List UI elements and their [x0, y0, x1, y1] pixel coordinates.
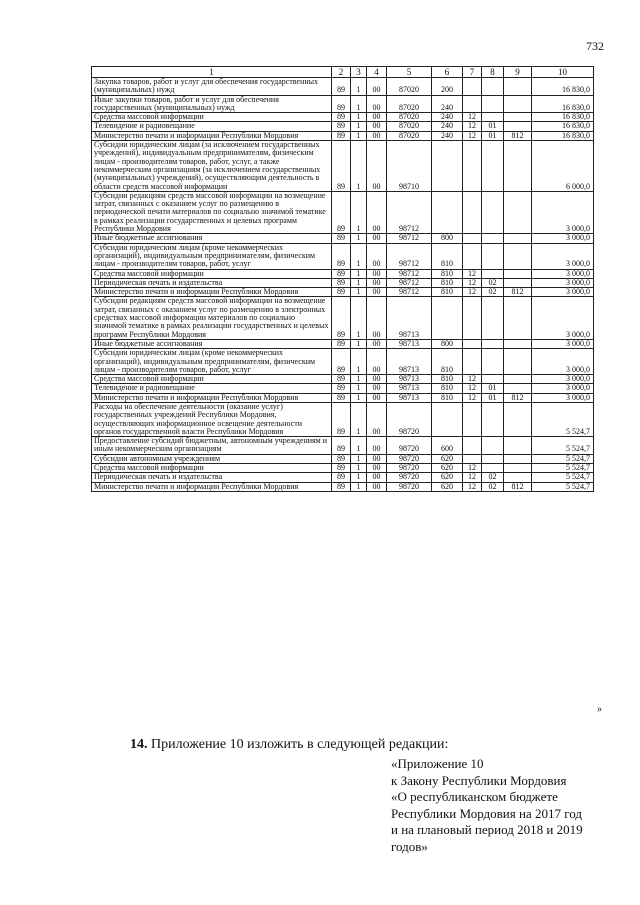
- cell-col-7: [463, 95, 482, 113]
- cell-col-2: 89: [332, 288, 351, 297]
- column-header: 3: [351, 67, 367, 78]
- column-header: 10: [532, 67, 594, 78]
- table-body: [92, 78, 594, 492]
- cell-col-6: 800: [432, 234, 463, 243]
- cell-col-5: 87020: [387, 95, 432, 113]
- cell-col-3: 1: [351, 269, 367, 278]
- cell-row-name: Средства массовой информации: [92, 269, 332, 278]
- cell-col-9: [504, 95, 532, 113]
- cell-col-3: 1: [351, 278, 367, 287]
- cell-row-name: Закупка товаров, работ и услуг для обеспечения государственных (муниципальных) нужд: [92, 78, 332, 96]
- cell-amount: 6 000,0: [532, 141, 594, 192]
- table-row: [92, 234, 594, 243]
- cell-col-3: 1: [351, 384, 367, 393]
- cell-amount: 3 000,0: [532, 269, 594, 278]
- cell-amount: 3 000,0: [532, 243, 594, 269]
- cell-col-9: [504, 437, 532, 455]
- cell-col-9: [504, 269, 532, 278]
- cell-amount: 3 000,0: [532, 191, 594, 233]
- cell-col-3: 1: [351, 113, 367, 122]
- cell-col-7: 12: [463, 113, 482, 122]
- cell-col-2: 89: [332, 402, 351, 436]
- cell-col-7: 12: [463, 278, 482, 287]
- cell-col-6: 810: [432, 349, 463, 375]
- table-row: [92, 278, 594, 287]
- cell-amount: 5 524,7: [532, 464, 594, 473]
- cell-amount: 3 000,0: [532, 278, 594, 287]
- table-row: [92, 288, 594, 297]
- cell-row-name: Субсидии юридическим лицам (кроме некоммерческих организаций), индивидуальным предпринимателям, физическим лицам - производителям товаров, работ, услуг: [92, 349, 332, 375]
- cell-col-8: 02: [482, 482, 504, 491]
- amendment-instruction: [130, 737, 448, 753]
- cell-col-7: 12: [463, 122, 482, 131]
- cell-col-6: 620: [432, 454, 463, 463]
- cell-amount: 3 000,0: [532, 384, 594, 393]
- cell-col-6: 600: [432, 437, 463, 455]
- cell-col-4: 00: [367, 95, 387, 113]
- cell-col-2: 89: [332, 297, 351, 339]
- cell-col-4: 00: [367, 473, 387, 482]
- cell-col-6: 620: [432, 464, 463, 473]
- cell-col-4: 00: [367, 482, 387, 491]
- cell-col-8: [482, 297, 504, 339]
- table-row: [92, 393, 594, 402]
- cell-row-name: Расходы на обеспечение деятельности (оказание услуг) государственных учреждений Республики Мордовия, осуществляющих информационное освещение деятельности органов государственной власти Республики Мордовия: [92, 402, 332, 436]
- cell-col-4: 00: [367, 278, 387, 287]
- cell-col-6: 810: [432, 375, 463, 384]
- cell-col-8: [482, 269, 504, 278]
- cell-amount: 5 524,7: [532, 454, 594, 463]
- cell-col-4: 00: [367, 122, 387, 131]
- column-header: 7: [463, 67, 482, 78]
- cell-col-4: 00: [367, 269, 387, 278]
- cell-row-name: Периодическая печать и издательства: [92, 278, 332, 287]
- cell-col-3: 1: [351, 375, 367, 384]
- cell-col-9: [504, 278, 532, 287]
- cell-col-5: 98713: [387, 384, 432, 393]
- cell-row-name: Периодическая печать и издательства: [92, 473, 332, 482]
- cell-col-9: [504, 78, 532, 96]
- cell-col-6: 620: [432, 482, 463, 491]
- cell-col-8: 01: [482, 393, 504, 402]
- cell-col-9: [504, 375, 532, 384]
- cell-col-4: 00: [367, 113, 387, 122]
- cell-col-9: 812: [504, 288, 532, 297]
- cell-row-name: Предоставление субсидий бюджетным, автономным учреждениям и иным некоммерческим организациям: [92, 437, 332, 455]
- cell-col-5: 87020: [387, 113, 432, 122]
- cell-col-6: 810: [432, 278, 463, 287]
- cell-col-9: [504, 234, 532, 243]
- cell-col-7: 12: [463, 131, 482, 140]
- table-header-row: [92, 67, 594, 78]
- cell-row-name: Субсидии юридическим лицам (за исключением государственных учреждений), индивидуальным предпринимателям, физическим лицам - производителям товаров, работ, услуг, а также некоммерческим организациям (за исключением государственных (муниципальных) учреждений), осуществляющим деятельность в области средств массовой информации: [92, 141, 332, 192]
- cell-col-8: [482, 454, 504, 463]
- cell-row-name: Средства массовой информации: [92, 113, 332, 122]
- cell-amount: 16 830,0: [532, 95, 594, 113]
- cell-col-4: 00: [367, 339, 387, 348]
- cell-col-2: 89: [332, 122, 351, 131]
- budget-table: [91, 66, 594, 492]
- cell-col-5: 98712: [387, 288, 432, 297]
- cell-col-2: 89: [332, 375, 351, 384]
- cell-col-7: [463, 78, 482, 96]
- cell-amount: 16 830,0: [532, 113, 594, 122]
- cell-row-name: Средства массовой информации: [92, 375, 332, 384]
- table-row: [92, 384, 594, 393]
- cell-col-3: 1: [351, 482, 367, 491]
- cell-col-2: 89: [332, 78, 351, 96]
- cell-col-5: 98720: [387, 482, 432, 491]
- appendix-heading-line: «О республиканском бюджете: [391, 789, 558, 804]
- column-header: 2: [332, 67, 351, 78]
- cell-col-6: [432, 297, 463, 339]
- appendix-heading-line: и на плановый период 2018 и 2019: [391, 822, 583, 837]
- cell-col-9: [504, 384, 532, 393]
- cell-col-9: 812: [504, 131, 532, 140]
- cell-col-3: 1: [351, 288, 367, 297]
- cell-col-9: 812: [504, 482, 532, 491]
- cell-col-5: 98712: [387, 278, 432, 287]
- cell-col-4: 00: [367, 78, 387, 96]
- cell-col-8: [482, 375, 504, 384]
- cell-col-9: [504, 113, 532, 122]
- cell-col-8: [482, 464, 504, 473]
- appendix-heading-line: к Закону Республики Мордовия: [391, 772, 567, 788]
- cell-col-2: 89: [332, 95, 351, 113]
- cell-amount: 3 000,0: [532, 375, 594, 384]
- cell-col-7: [463, 191, 482, 233]
- cell-col-9: [504, 473, 532, 482]
- cell-col-2: 89: [332, 234, 351, 243]
- cell-col-2: 89: [332, 454, 351, 463]
- cell-col-5: 98712: [387, 234, 432, 243]
- table-row: [92, 473, 594, 482]
- cell-col-4: 00: [367, 393, 387, 402]
- cell-row-name: Субсидии редакциям средств массовой информации на возмещение затрат, связанных с оказанием услуг по размещению в электронных средствах массовой информации материалов по социально значимой тематике в рамках реализации государственных и целевых программ Республики Мордовия: [92, 297, 332, 339]
- cell-col-6: 810: [432, 393, 463, 402]
- cell-col-8: [482, 437, 504, 455]
- cell-row-name: Телевидение и радиовещание: [92, 384, 332, 393]
- cell-col-7: 12: [463, 393, 482, 402]
- cell-amount: 3 000,0: [532, 234, 594, 243]
- cell-col-2: 89: [332, 393, 351, 402]
- cell-col-7: [463, 437, 482, 455]
- cell-col-9: [504, 297, 532, 339]
- cell-col-2: 89: [332, 482, 351, 491]
- column-header: 5: [387, 67, 432, 78]
- cell-col-2: 89: [332, 191, 351, 233]
- column-header: 4: [367, 67, 387, 78]
- cell-row-name: Субсидии редакциям средств массовой информации на возмещение затрат, связанных с оказанием услуг по размещению в периодической печати материалов по социально значимой тематике в рамках реализации государственных и целевых программ Республики Мордовия: [92, 191, 332, 233]
- cell-col-3: 1: [351, 402, 367, 436]
- cell-col-8: [482, 402, 504, 436]
- cell-col-4: 00: [367, 243, 387, 269]
- cell-col-8: [482, 113, 504, 122]
- cell-col-7: 12: [463, 384, 482, 393]
- cell-col-3: 1: [351, 234, 367, 243]
- cell-col-6: 620: [432, 473, 463, 482]
- cell-row-name: Телевидение и радиовещание: [92, 122, 332, 131]
- page-number: 732: [586, 39, 604, 53]
- cell-col-9: [504, 454, 532, 463]
- cell-col-6: 810: [432, 243, 463, 269]
- cell-col-4: 00: [367, 437, 387, 455]
- cell-col-2: 89: [332, 243, 351, 269]
- cell-col-9: 812: [504, 393, 532, 402]
- cell-col-7: [463, 339, 482, 348]
- cell-col-8: [482, 141, 504, 192]
- cell-col-4: 00: [367, 384, 387, 393]
- cell-col-2: 89: [332, 113, 351, 122]
- table-row: [92, 375, 594, 384]
- cell-col-6: 240: [432, 95, 463, 113]
- cell-amount: 3 000,0: [532, 339, 594, 348]
- cell-col-4: 00: [367, 288, 387, 297]
- cell-col-5: 98720: [387, 402, 432, 436]
- cell-col-5: 98713: [387, 339, 432, 348]
- cell-amount: 5 524,7: [532, 402, 594, 436]
- cell-amount: 3 000,0: [532, 288, 594, 297]
- cell-col-5: 98720: [387, 454, 432, 463]
- cell-col-9: [504, 122, 532, 131]
- cell-col-7: [463, 454, 482, 463]
- cell-col-9: [504, 243, 532, 269]
- cell-amount: 5 524,7: [532, 482, 594, 491]
- cell-row-name: Субсидии юридическим лицам (кроме некоммерческих организаций), индивидуальным предпринимателям, физическим лицам - производителям товаров, работ, услуг: [92, 243, 332, 269]
- cell-col-5: 87020: [387, 78, 432, 96]
- column-header: 1: [92, 67, 332, 78]
- cell-col-8: [482, 243, 504, 269]
- cell-col-8: [482, 191, 504, 233]
- cell-col-3: 1: [351, 78, 367, 96]
- cell-amount: 16 830,0: [532, 131, 594, 140]
- cell-col-3: 1: [351, 243, 367, 269]
- cell-col-4: 00: [367, 402, 387, 436]
- cell-col-8: [482, 349, 504, 375]
- table-row: [92, 402, 594, 436]
- cell-col-5: 87020: [387, 131, 432, 140]
- cell-col-3: 1: [351, 464, 367, 473]
- table-row: [92, 141, 594, 192]
- cell-col-7: [463, 243, 482, 269]
- table-row: [92, 191, 594, 233]
- table-row: [92, 122, 594, 131]
- cell-col-6: 810: [432, 288, 463, 297]
- appendix-heading-line: Республики Мордовия на 2017 год: [391, 805, 582, 821]
- cell-col-2: 89: [332, 384, 351, 393]
- cell-col-9: [504, 191, 532, 233]
- cell-col-8: [482, 234, 504, 243]
- cell-col-8: 02: [482, 288, 504, 297]
- cell-col-5: 98720: [387, 464, 432, 473]
- cell-col-7: [463, 297, 482, 339]
- cell-col-6: [432, 141, 463, 192]
- cell-col-3: 1: [351, 191, 367, 233]
- cell-amount: 3 000,0: [532, 297, 594, 339]
- cell-col-7: 12: [463, 269, 482, 278]
- cell-col-3: 1: [351, 131, 367, 140]
- cell-col-2: 89: [332, 464, 351, 473]
- cell-row-name: Средства массовой информации: [92, 464, 332, 473]
- cell-col-8: 02: [482, 473, 504, 482]
- cell-col-9: [504, 141, 532, 192]
- cell-col-2: 89: [332, 437, 351, 455]
- cell-col-3: 1: [351, 141, 367, 192]
- appendix-heading-line: годов»: [391, 838, 428, 854]
- cell-amount: 3 000,0: [532, 393, 594, 402]
- cell-col-6: 240: [432, 122, 463, 131]
- table-row: [92, 95, 594, 113]
- cell-row-name: Иные бюджетные ассигнования: [92, 234, 332, 243]
- cell-col-2: 89: [332, 269, 351, 278]
- column-header: 9: [504, 67, 532, 78]
- cell-col-2: 89: [332, 339, 351, 348]
- cell-amount: 5 524,7: [532, 437, 594, 455]
- cell-col-2: 89: [332, 349, 351, 375]
- cell-col-2: 89: [332, 141, 351, 192]
- cell-col-8: 01: [482, 122, 504, 131]
- cell-row-name: Министерство печати и информации Республики Мордовия: [92, 393, 332, 402]
- table-row: [92, 78, 594, 96]
- cell-col-5: 98712: [387, 269, 432, 278]
- cell-col-5: 98713: [387, 375, 432, 384]
- amendment-number: 14.: [130, 737, 148, 752]
- cell-col-6: [432, 402, 463, 436]
- appendix-heading-line: «Приложение 10: [391, 756, 484, 771]
- cell-col-9: [504, 349, 532, 375]
- cell-col-6: [432, 191, 463, 233]
- cell-col-6: 800: [432, 339, 463, 348]
- cell-col-6: 240: [432, 131, 463, 140]
- column-header: 8: [482, 67, 504, 78]
- cell-col-7: 12: [463, 375, 482, 384]
- cell-col-5: 98712: [387, 243, 432, 269]
- cell-col-3: 1: [351, 454, 367, 463]
- cell-row-name: Иные бюджетные ассигнования: [92, 339, 332, 348]
- cell-col-7: [463, 234, 482, 243]
- appendix-heading: [391, 756, 583, 855]
- cell-col-7: [463, 349, 482, 375]
- cell-col-8: 01: [482, 131, 504, 140]
- cell-col-5: 87020: [387, 122, 432, 131]
- cell-col-5: 98720: [387, 437, 432, 455]
- cell-col-9: [504, 464, 532, 473]
- cell-col-4: 00: [367, 234, 387, 243]
- cell-row-name: Субсидии автономным учреждениям: [92, 454, 332, 463]
- cell-col-3: 1: [351, 393, 367, 402]
- table-row: [92, 339, 594, 348]
- cell-col-4: 00: [367, 454, 387, 463]
- cell-col-9: [504, 402, 532, 436]
- cell-col-8: [482, 95, 504, 113]
- cell-col-8: [482, 78, 504, 96]
- table-row: [92, 454, 594, 463]
- cell-col-6: 240: [432, 113, 463, 122]
- cell-col-4: 00: [367, 131, 387, 140]
- cell-col-2: 89: [332, 473, 351, 482]
- cell-col-4: 00: [367, 191, 387, 233]
- cell-row-name: Министерство печати и информации Республики Мордовия: [92, 288, 332, 297]
- cell-col-7: [463, 141, 482, 192]
- cell-col-3: 1: [351, 122, 367, 131]
- cell-col-6: 810: [432, 384, 463, 393]
- cell-col-3: 1: [351, 349, 367, 375]
- table-row: [92, 113, 594, 122]
- column-header: 6: [432, 67, 463, 78]
- table-row: [92, 464, 594, 473]
- cell-col-5: 98713: [387, 297, 432, 339]
- cell-col-4: 00: [367, 375, 387, 384]
- cell-col-5: 98720: [387, 473, 432, 482]
- table-row: [92, 297, 594, 339]
- cell-col-5: 98713: [387, 393, 432, 402]
- cell-col-5: 98713: [387, 349, 432, 375]
- cell-col-4: 00: [367, 349, 387, 375]
- cell-col-7: [463, 402, 482, 436]
- cell-col-8: 02: [482, 278, 504, 287]
- cell-col-2: 89: [332, 131, 351, 140]
- table-row: [92, 482, 594, 491]
- table-row: [92, 349, 594, 375]
- cell-col-5: 98710: [387, 141, 432, 192]
- cell-amount: 5 524,7: [532, 473, 594, 482]
- cell-col-7: 12: [463, 482, 482, 491]
- cell-col-4: 00: [367, 297, 387, 339]
- cell-col-2: 89: [332, 278, 351, 287]
- cell-col-6: 810: [432, 269, 463, 278]
- table-row: [92, 437, 594, 455]
- table-row: [92, 243, 594, 269]
- cell-col-7: 12: [463, 464, 482, 473]
- cell-col-4: 00: [367, 464, 387, 473]
- cell-col-7: 12: [463, 473, 482, 482]
- cell-col-3: 1: [351, 95, 367, 113]
- cell-col-8: 01: [482, 384, 504, 393]
- cell-amount: 16 830,0: [532, 122, 594, 131]
- cell-col-7: 12: [463, 288, 482, 297]
- cell-col-8: [482, 339, 504, 348]
- cell-col-3: 1: [351, 297, 367, 339]
- cell-col-9: [504, 339, 532, 348]
- cell-col-3: 1: [351, 437, 367, 455]
- closing-quote: »: [597, 704, 602, 715]
- cell-col-6: 200: [432, 78, 463, 96]
- cell-row-name: Иные закупки товаров, работ и услуг для обеспечения государственных (муниципальных) нужд: [92, 95, 332, 113]
- cell-row-name: Министерство печати и информации Республики Мордовия: [92, 131, 332, 140]
- cell-col-5: 98712: [387, 191, 432, 233]
- cell-col-4: 00: [367, 141, 387, 192]
- table-row: [92, 131, 594, 140]
- amendment-text: Приложение 10 изложить в следующей редакции:: [151, 737, 449, 752]
- cell-col-3: 1: [351, 339, 367, 348]
- table-row: [92, 269, 594, 278]
- cell-amount: 16 830,0: [532, 78, 594, 96]
- cell-row-name: Министерство печати и информации Республики Мордовия: [92, 482, 332, 491]
- cell-amount: 3 000,0: [532, 349, 594, 375]
- cell-col-3: 1: [351, 473, 367, 482]
